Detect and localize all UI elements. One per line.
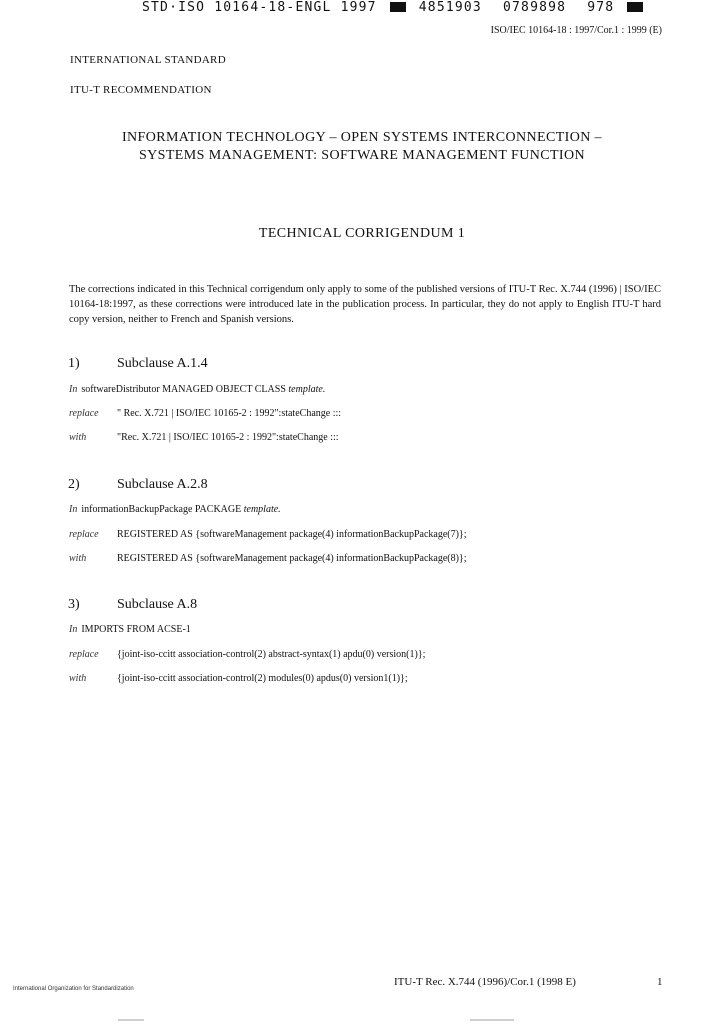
corrigendum-heading: TECHNICAL CORRIGENDUM 1 <box>258 226 466 241</box>
in-text: softwareDistributor MANAGED OBJECT CLASS <box>81 384 286 395</box>
section-in-line <box>69 624 191 635</box>
banner-code-1: 4851903 <box>418 0 482 15</box>
with-text: "Rec. X.721 | ISO/IEC 10165-2 : 1992":stateChange ::: <box>117 432 339 443</box>
replace-text: {joint-iso-ccitt association-control(2) abstract-syntax(1) apdu(0) version(1)}; <box>117 649 426 660</box>
section-with-line <box>69 673 408 684</box>
organization-credit: International Organization for Standardization <box>13 986 134 992</box>
section-with-line <box>69 432 339 443</box>
title-line-2: SYSTEMS MANAGEMENT: SOFTWARE MANAGEMENT FUNCTION <box>138 148 586 163</box>
replace-keyword: replace <box>69 408 99 419</box>
section-title: Subclause A.1.4 <box>117 356 208 371</box>
section-number: 2) <box>68 477 80 492</box>
replace-keyword: replace <box>69 649 99 660</box>
title-line-1: INFORMATION TECHNOLOGY – OPEN SYSTEMS INTERCONNECTION – <box>121 130 603 145</box>
in-text: informationBackupPackage PACKAGE <box>81 504 242 515</box>
banner-code-3: 978 <box>587 0 615 15</box>
section-in-line <box>69 504 281 515</box>
banner-doc-id: STD·ISO 10164-18-ENGL 1997 <box>142 0 377 15</box>
section-title: Subclause A.8 <box>117 597 198 612</box>
in-suffix: template. <box>243 504 281 515</box>
barcode-block-icon <box>390 2 406 12</box>
section-replace-line <box>69 529 467 540</box>
footer-citation: ITU-T Rec. X.744 (1996)/Cor.1 (1998 E) <box>394 976 576 988</box>
document-reference: ISO/IEC 10164-18 : 1997/Cor.1 : 1999 (E) <box>490 25 662 36</box>
with-text: REGISTERED AS {softwareManagement package(4) informationBackupPackage(8)}; <box>117 553 467 564</box>
recommendation-label: ITU-T RECOMMENDATION <box>70 84 212 96</box>
in-text: IMPORTS FROM ACSE-1 <box>81 624 191 635</box>
with-keyword: with <box>69 553 87 564</box>
banner-code-2: 0789898 <box>502 0 567 15</box>
scan-banner <box>142 0 647 15</box>
with-keyword: with <box>69 432 87 443</box>
with-text: {joint-iso-ccitt association-control(2) modules(0) apdus(0) version1(1)}; <box>117 673 408 684</box>
replace-text: REGISTERED AS {softwareManagement package(4) informationBackupPackage(7)}; <box>117 529 467 540</box>
intro-paragraph: The corrections indicated in this Technical corrigendum only apply to some of the published versions of ITU-T Rec. X.744 (1996) | ISO/IEC 10164-18:1997, as these corrections were introduced late in the publication process. In particular, they do not apply to English ITU-T hard copy version, neither to French and Spanish versions. <box>69 284 661 325</box>
section-number: 3) <box>68 597 80 612</box>
section-number: 1) <box>68 356 80 371</box>
with-keyword: with <box>69 673 87 684</box>
section-replace-line <box>69 649 425 660</box>
in-keyword: In <box>69 504 78 515</box>
standard-label: INTERNATIONAL STANDARD <box>70 54 226 66</box>
replace-text: " Rec. X.721 | ISO/IEC 10165-2 : 1992":stateChange ::: <box>117 408 342 419</box>
in-keyword: In <box>69 624 78 635</box>
replace-keyword: replace <box>69 529 99 540</box>
section-title: Subclause A.2.8 <box>117 477 208 492</box>
in-suffix: template. <box>288 384 326 395</box>
section-replace-line <box>69 408 341 419</box>
barcode-block-icon <box>627 2 643 12</box>
section-in-line <box>69 384 325 395</box>
section-with-line <box>69 553 467 564</box>
page-number: 1 <box>657 976 663 988</box>
scan-artifact <box>118 1019 144 1021</box>
scan-artifact <box>470 1019 514 1021</box>
in-keyword: In <box>69 384 78 395</box>
